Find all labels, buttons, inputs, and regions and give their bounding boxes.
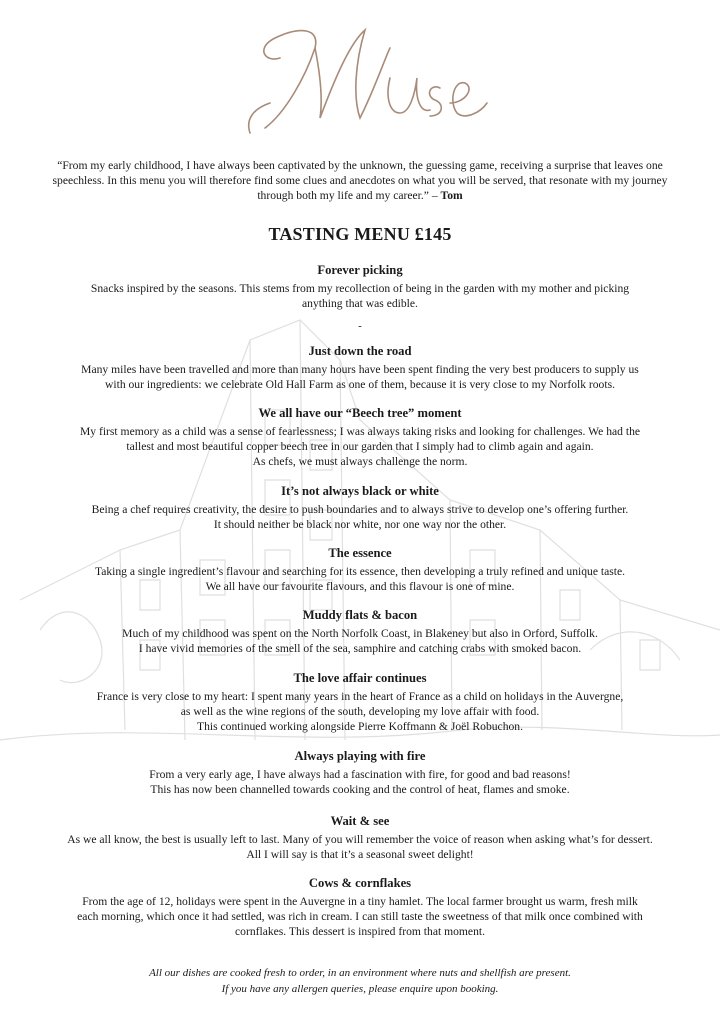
course-line: Taking a single ingredient’s flavour and searching for its essence, then developing a truly refined and unique taste. (94, 565, 626, 578)
course-the-essence (40, 545, 680, 594)
course-line: as well as the wine regions of the south, developing my love affair with food. (180, 705, 540, 718)
course-description (40, 281, 680, 311)
allergen-notice-line2: If you have any allergen queries, please enquire upon booking. (221, 983, 499, 995)
course-line: This continued working alongside Pierre Koffmann & Joël Robuchon. (197, 720, 523, 733)
course-line: I have vivid memories of the smell of the sea, samphire and catching crabs with smoked bacon. (138, 642, 582, 655)
course-line: Much of my childhood was spent on the North Norfolk Coast, in Blakeney but also in Orford, Suffolk. (122, 627, 598, 640)
course-line: anything that was edible. (302, 297, 418, 310)
course-description (40, 689, 680, 734)
course-line: From a very early age, I have always had a fascination with fire, for good and bad reasons! (149, 768, 571, 781)
course-description (40, 564, 680, 594)
separator: - (358, 320, 362, 332)
intro-quote-text: “From my early childhood, I have always been captivated by the unknown, the guessing game, receiving a surprise that leaves one speechless. In this menu you will therefore find some clues and anecdotes on what you will be served, that resonate with my journey through both my life and my career.” – (52, 159, 668, 202)
allergen-notice (40, 965, 680, 997)
course-description (40, 894, 680, 939)
course-black-or-white (40, 483, 680, 532)
course-wait-and-see (40, 813, 680, 862)
course-line: Being a chef requires creativity, the desire to push boundaries and to always strive to develop one’s offering further. (91, 503, 629, 516)
muse-logo (225, 18, 495, 140)
course-line: France is very close to my heart: I spent many years in the heart of France as a child on holidays in the Auvergne, (96, 690, 624, 703)
course-line: As we all know, the best is usually left to last. Many of you will remember the voice of reason when asking what’s for dessert. (67, 833, 653, 846)
course-title: The love affair continues (293, 671, 427, 685)
course-title: Always playing with fire (294, 749, 426, 763)
course-title: It’s not always black or white (281, 484, 439, 498)
course-line: with our ingredients: we celebrate Old Hall Farm as one of them, because it is very close to my Norfolk roots. (105, 378, 615, 391)
course-line: All I will say is that it’s a seasonal sweet delight! (246, 848, 474, 861)
course-title: Forever picking (317, 263, 403, 277)
chef-intro-quote (40, 158, 680, 203)
course-description (40, 424, 680, 469)
course-line: each morning, which once it had settled, was rich in cream. I can still taste the sweetness of that milk once combined with (77, 910, 643, 923)
course-description (40, 502, 680, 532)
course-cows-and-cornflakes (40, 875, 680, 939)
course-title: We all have our “Beech tree” moment (258, 406, 462, 420)
course-description (40, 626, 680, 656)
course-line: It should neither be black nor white, nor one way nor the other. (213, 518, 507, 531)
course-love-affair (40, 670, 680, 734)
course-line: We all have our favourite flavours, and this flavour is one of mine. (205, 580, 515, 593)
course-title: Just down the road (308, 344, 412, 358)
course-line: My first memory as a child was a sense of fearlessness; I was always taking risks and looking for challenges. We had the (79, 425, 641, 438)
course-playing-with-fire (40, 748, 680, 797)
course-line: Many miles have been travelled and more than many hours have been spent finding the very best producers to supply us (81, 363, 639, 376)
course-description (40, 362, 680, 392)
course-description (40, 832, 680, 862)
course-line: tallest and most beautiful copper beech tree in our garden that I simply had to climb again and again. (126, 440, 594, 453)
course-forever-picking (40, 262, 680, 311)
course-muddy-flats (40, 607, 680, 656)
course-line: Snacks inspired by the seasons. This stems from my recollection of being in the garden with my mother and picking (90, 282, 630, 295)
course-title: Muddy flats & bacon (302, 608, 418, 622)
course-line: This has now been channelled towards cooking and the control of heat, flames and smoke. (150, 783, 570, 796)
course-beech-tree (40, 405, 680, 469)
course-line: From the age of 12, holidays were spent in the Auvergne in a tiny hamlet. The local farmer brought us warm, fresh milk (82, 895, 638, 908)
course-title: Cows & cornflakes (308, 876, 412, 890)
allergen-notice-line1: All our dishes are cooked fresh to order, in an environment where nuts and shellfish are present. (149, 967, 571, 979)
course-line: cornflakes. This dessert is inspired from that moment. (235, 925, 485, 938)
course-description (40, 767, 680, 797)
course-title: Wait & see (330, 814, 390, 828)
course-line: As chefs, we must always challenge the norm. (252, 455, 468, 468)
intro-signature: Tom (440, 189, 463, 202)
course-just-down-the-road (40, 343, 680, 392)
course-title: The essence (328, 546, 392, 560)
menu-title: TASTING MENU £145 (268, 224, 452, 244)
